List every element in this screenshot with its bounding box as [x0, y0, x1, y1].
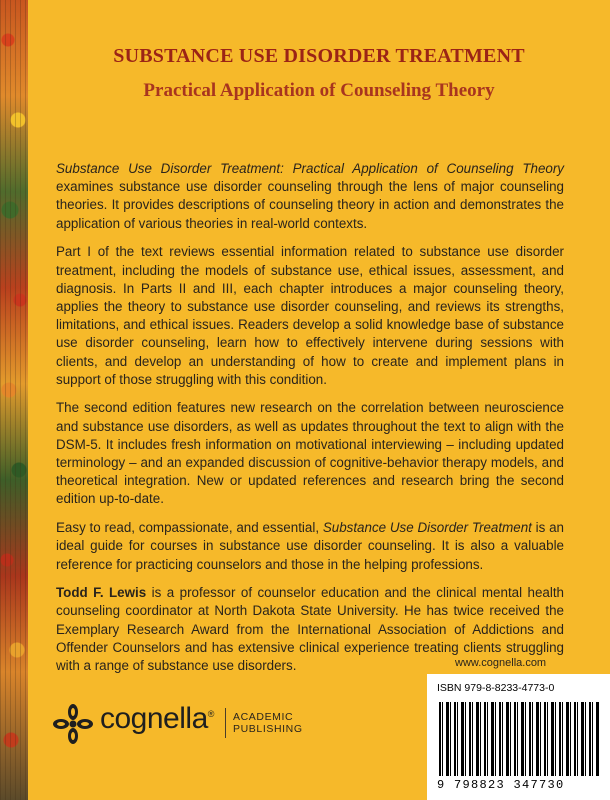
cognella-wordmark [100, 702, 214, 736]
publisher-line-1: ACADEMIC [233, 711, 294, 723]
brand-name: cognella [100, 702, 208, 735]
intro-text: examines substance use disorder counseling through the lens of major counseling theories. It provides descriptions of counseling theory in action and demonstrates the application of various theories in real-world contexts. [56, 179, 564, 231]
paragraph-intro [56, 160, 564, 233]
audience-start: Easy to read, compassionate, and essential, [56, 520, 323, 536]
barcode-number: 9 798823 347730 [437, 778, 565, 792]
description-text [56, 160, 564, 686]
paragraph-audience [56, 519, 564, 574]
book-subtitle: Practical Application of Counseling Theory [143, 80, 495, 101]
cognella-flower-logo-icon [52, 703, 94, 745]
audience-rest: is an ideal guide for courses in substance use disorder counseling. It is also a valuable reference for practicing counselors and those in the helping professions. [56, 520, 564, 572]
publisher-url: www.cognella.com [455, 657, 547, 669]
author-bio: is a professor of counselor education and the clinical mental health counseling coordinator at North Dakota State University. He has twice received the Exemplary Research Award from the International Association of Addictions and Offender Counselors and has extensive clinical experience treating clients struggling with a range of substance use disorders. [56, 585, 564, 674]
registered-mark: ® [207, 709, 214, 719]
paragraph-second-edition: The second edition features new research on the correlation between neuroscience and substance use disorders, as well as updates throughout the text to align with the DSM-5. It includes fresh information on motivational interviewing – including updated terminology – and an expanded discussion of cognitive-behavior therapy models, and theoretical integration. New or updated references and research bring the second edition up-to-date. [56, 400, 564, 507]
logo-divider [225, 708, 226, 738]
paragraph-part-overview: Part I of the text reviews essential information related to substance use disorder treatment, including the models of substance use, ethical issues, assessment, and diagnosis. In Parts II and III, each chapter introduces a major counseling theory, applies the theory to substance use disorder counseling, and reviews its strengths, limitations, and ethical issues. Readers develop a solid knowledge base of substance use disorder counseling, learn how to effectively intervene during sessions with clients, and develop an understanding of how to create and implement plans in support of those struggling with this condition. [56, 244, 564, 387]
book-title: SUBSTANCE USE DISORDER TREATMENT [113, 45, 525, 67]
publisher-line-2: PUBLISHING [233, 723, 303, 735]
barcode-panel [427, 674, 610, 800]
author-name: Todd F. Lewis [56, 585, 147, 601]
barcode-icon [439, 702, 599, 776]
isbn-number: ISBN 979-8-8233-4773-0 [437, 682, 555, 694]
audience-italic-title: Substance Use Disorder Treatment [322, 520, 532, 536]
intro-italic-title: Substance Use Disorder Treatment: Practical Application of Counseling Theory [56, 161, 564, 176]
academic-publishing-label [233, 711, 303, 735]
autumn-forest-photo-strip [0, 0, 28, 800]
